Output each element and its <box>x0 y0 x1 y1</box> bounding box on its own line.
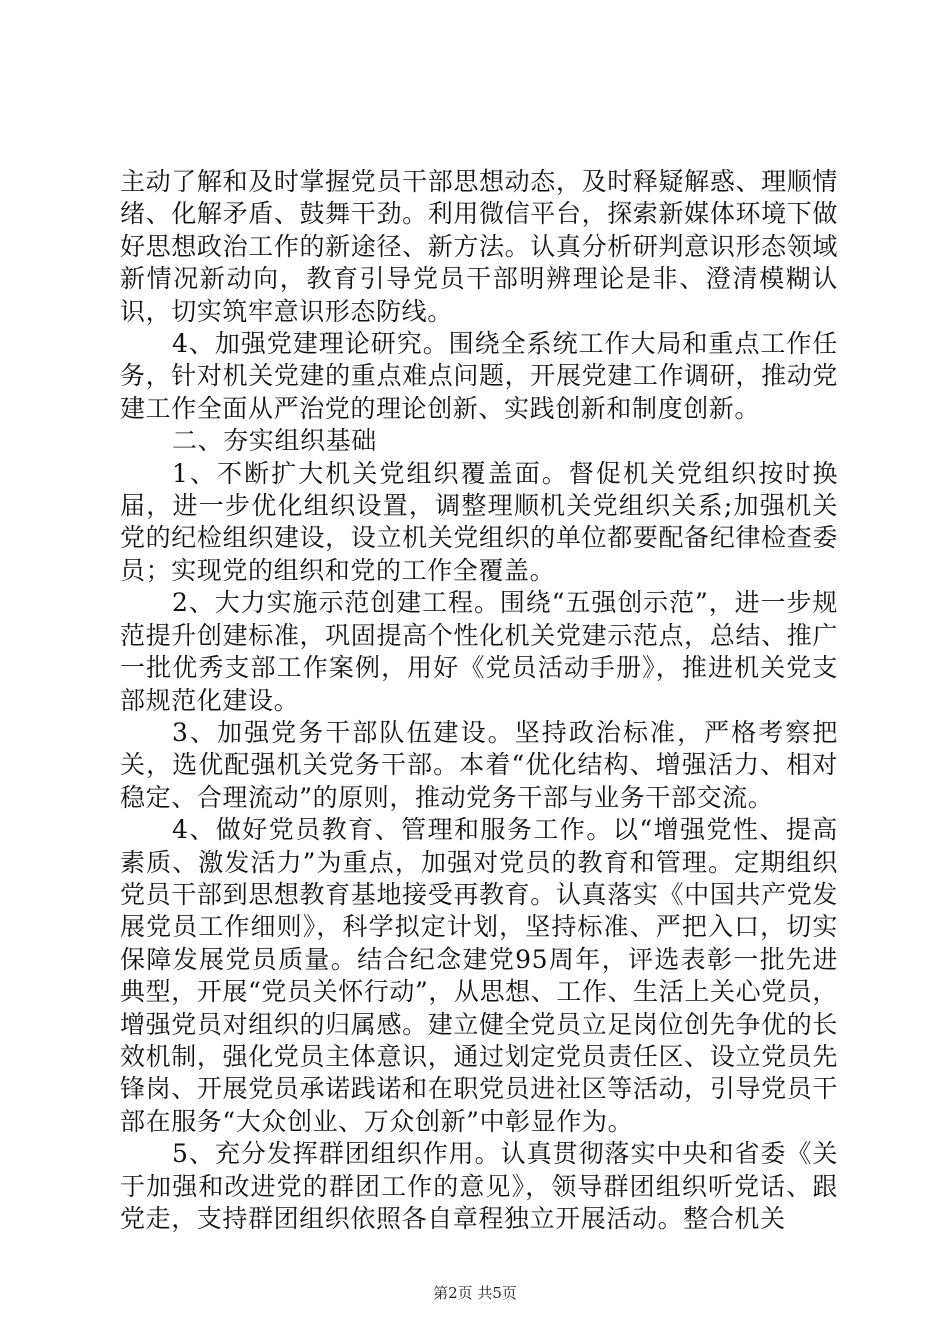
paragraph-4: 2、大力实施示范创建工程。围绕“五强创示范”，进一步规范提升创建标准，巩固提高个性化机关党建示范点，总结、推广一批优秀支部工作案例，用好《党员活动手册》，推进机关党支部规范化建设。 <box>120 588 838 715</box>
paragraph-6: 4、做好党员教育、管理和服务工作。以“增强党性、提高素质、激发活力”为重点，加强对党员的教育和管理。定期组织党员干部到思想教育基地接受再教育。认真落实《中国共产党发展党员工作细则》，科学拟定计划，坚持标准、严把入口，切实保障发展党员质量。结合纪念建党95周年，评选表彰一批先进典型，开展“党员关怀行动”，从思想、工作、生活上关心党员，增强党员对组织的归属感。建立健全党员立足岗位创先争优的长效机制，强化党员主体意识，通过划定党员责任区、设立党员先锋岗、开展党员承诺践诺和在职党员进社区等活动，引导党员干部在服务“大众创业、万众创新”中彰显作为。 <box>120 815 838 1136</box>
page-number: 第2页 共5页 <box>433 1284 517 1302</box>
paragraph-3: 1、不断扩大机关党组织覆盖面。督促机关党组织按时换届，进一步优化组织设置，调整理顺机关党组织关系;加强机关党的纪检组织建设，设立机关党组织的单位都要配备纪律检查委员；实现党的组织和党的工作全覆盖。 <box>120 458 838 585</box>
paragraph-1: 主动了解和及时掌握党员干部思想动态，及时释疑解惑、理顺情绪、化解矛盾、鼓舞干劲。利用微信平台，探索新媒体环境下做好思想政治工作的新途径、新方法。认真分析研判意识形态领域新情况新动向，教育引导党员干部明辨理论是非、澄清模糊认识，切实筑牢意识形态防线。 <box>120 167 838 326</box>
paragraph-2: 4、加强党建理论研究。围绕全系统工作大局和重点工作任务，针对机关党建的重点难点问题，开展党建工作调研，推动党建工作全面从严治党的理论创新、实践创新和制度创新。 <box>120 329 838 423</box>
document-body <box>120 166 838 1235</box>
section-heading: 二、夯实组织基础 <box>172 426 377 456</box>
paragraph-5: 3、加强党务干部队伍建设。坚持政治标准，严格考察把关，选优配强机关党务干部。本着“优化结构、增强活力、相对稳定、合理流动”的原则，推动党务干部与业务干部交流。 <box>120 717 838 812</box>
paragraph-7: 5、充分发挥群团组织作用。认真贯彻落实中央和省委《关于加强和改进党的群团工作的意见》，领导群团组织听党话、跟党走，支持群团组织依照各自章程独立开展活动。整合机关 <box>120 1139 838 1233</box>
